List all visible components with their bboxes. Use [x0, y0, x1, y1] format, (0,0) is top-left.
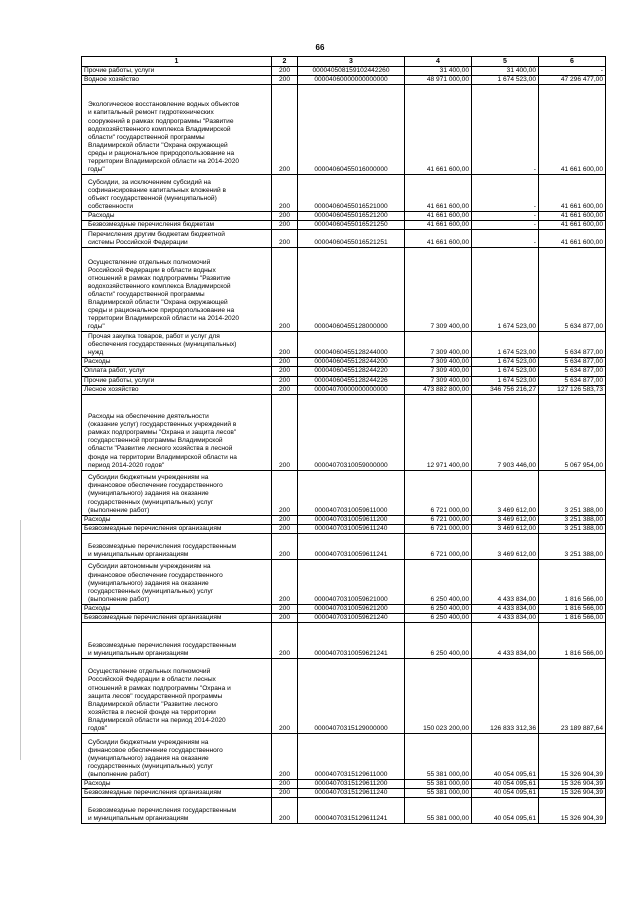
- row-approved-amount: 12 971 400,00: [405, 394, 472, 470]
- row-name: Расходы: [82, 358, 272, 367]
- table-row: [82, 394, 606, 470]
- row-code: 200: [272, 385, 298, 394]
- row-kbk-code: 00004060455128244000: [298, 332, 405, 358]
- table-row: [82, 780, 606, 789]
- row-approved-amount: 41 661 600,00: [405, 212, 472, 221]
- column-header-4: 4: [405, 57, 472, 67]
- row-name: Расходы: [82, 780, 272, 789]
- row-kbk-code: 00004070310059611241: [298, 533, 405, 559]
- row-executed-amount: -: [472, 230, 539, 248]
- table-row: [82, 230, 606, 248]
- row-name: Субсидии бюджетным учреждениям на финансовое обеспечение государственного (муниципального) задания на оказание государственных (муниципальных) услуг (выполнение работ): [82, 470, 272, 515]
- row-approved-amount: 7 309 400,00: [405, 358, 472, 367]
- row-kbk-code: 00004070315129611200: [298, 780, 405, 789]
- row-remaining-amount: 127 126 583,73: [539, 385, 606, 394]
- row-kbk-code: 00004070315129000000: [298, 659, 405, 734]
- row-name: Осуществление отдельных полномочий Российской Федерации в области лесных отношений в рамках подпрограммы "Охрана и защита лесов" государственной программы Владимирской области "Развитие лесного хозяйства в лесной фонде на территории Владимирской области на период 2014-2020 годов": [82, 659, 272, 734]
- table-row: [82, 604, 606, 613]
- row-name: Прочие работы, услуги: [82, 376, 272, 385]
- row-code: 200: [272, 798, 298, 824]
- row-executed-amount: -: [472, 212, 539, 221]
- row-name: Безвозмездные перечисления организациям: [82, 789, 272, 798]
- row-approved-amount: 6 721 000,00: [405, 470, 472, 515]
- row-executed-amount: 1 674 523,00: [472, 358, 539, 367]
- row-remaining-amount: 3 251 388,00: [539, 524, 606, 533]
- row-kbk-code: 00004070315129611000: [298, 734, 405, 780]
- row-name: Лесное хозяйство: [82, 385, 272, 394]
- row-remaining-amount: 41 661 600,00: [539, 221, 606, 230]
- row-kbk-code: 00004060455016521251: [298, 230, 405, 248]
- row-name: Экологическое восстановление водных объектов и капитальный ремонт гидротехнических сооружений в рамках подпрограммы "Развитие водохозяйственного комплекса Владимирской области" государственной программы Владимирской области "Охрана окружающей среды и рациональное природопользование на территории Владимирской области на 2014-2020 годы": [82, 85, 272, 175]
- row-approved-amount: 473 882 800,00: [405, 385, 472, 394]
- row-approved-amount: 55 381 000,00: [405, 789, 472, 798]
- row-approved-amount: 6 250 400,00: [405, 604, 472, 613]
- row-code: 200: [272, 604, 298, 613]
- table-row: [82, 248, 606, 332]
- row-approved-amount: 55 381 000,00: [405, 780, 472, 789]
- row-kbk-code: 000040508159102442260: [298, 67, 405, 76]
- row-approved-amount: 6 721 000,00: [405, 524, 472, 533]
- budget-execution-table: [81, 56, 606, 824]
- row-kbk-code: 00004070310059000000: [298, 394, 405, 470]
- table-row: [82, 385, 606, 394]
- row-kbk-code: 00004070310059611200: [298, 515, 405, 524]
- row-name: Безвозмездные перечисления организациям: [82, 614, 272, 623]
- row-kbk-code: 00004060000000000000: [298, 76, 405, 85]
- table-row: [82, 798, 606, 824]
- row-name: Перечисления другим бюджетам бюджетной системы Российской Федерации: [82, 230, 272, 248]
- row-remaining-amount: 41 661 600,00: [539, 230, 606, 248]
- table-row: [82, 470, 606, 515]
- row-executed-amount: 7 903 446,00: [472, 394, 539, 470]
- row-kbk-code: 00004060455016000000: [298, 85, 405, 175]
- column-header-5: 5: [472, 57, 539, 67]
- row-name: Безвозмездные перечисления бюджетам: [82, 221, 272, 230]
- row-name: Расходы: [82, 515, 272, 524]
- row-executed-amount: 31 400,00: [472, 67, 539, 76]
- row-name: Прочие работы, услуги: [82, 67, 272, 76]
- row-executed-amount: -: [472, 221, 539, 230]
- row-approved-amount: 41 661 600,00: [405, 85, 472, 175]
- row-executed-amount: 1 674 523,00: [472, 332, 539, 358]
- row-code: 200: [272, 332, 298, 358]
- scan-margin-line: [20, 520, 21, 760]
- row-executed-amount: 3 469 612,00: [472, 533, 539, 559]
- row-code: 200: [272, 394, 298, 470]
- row-name: Расходы: [82, 604, 272, 613]
- table-row: [82, 559, 606, 604]
- row-executed-amount: 4 433 834,00: [472, 604, 539, 613]
- row-kbk-code: 00004060455016521000: [298, 175, 405, 212]
- table-row: [82, 367, 606, 376]
- row-code: 200: [272, 221, 298, 230]
- row-name: Субсидии автономным учреждениям на финансовое обеспечение государственного (муниципального) задания на оказание государственных (муниципальных) услуг (выполнение работ): [82, 559, 272, 604]
- row-approved-amount: 7 309 400,00: [405, 376, 472, 385]
- row-kbk-code: 00004060455016521200: [298, 212, 405, 221]
- column-header-3: 3: [298, 57, 405, 67]
- table-row: [82, 175, 606, 212]
- row-approved-amount: 31 400,00: [405, 67, 472, 76]
- row-name: Расходы на обеспечение деятельности (оказание услуг) государственных учреждений в рамках подпрограммы "Охрана и защита лесов" государственной программы Владимирской области "Развитие лесного хозяйства в лесной фонде на территории Владимирской области на период 2014-2020 годов": [82, 394, 272, 470]
- row-remaining-amount: 5 634 877,00: [539, 376, 606, 385]
- row-name: Безвозмездные перечисления государственным и муниципальным организациям: [82, 623, 272, 659]
- row-executed-amount: 1 674 523,00: [472, 367, 539, 376]
- row-remaining-amount: 41 661 600,00: [539, 175, 606, 212]
- column-header-2: 2: [272, 57, 298, 67]
- row-code: 200: [272, 67, 298, 76]
- row-approved-amount: 41 661 600,00: [405, 175, 472, 212]
- column-header-6: 6: [539, 57, 606, 67]
- row-remaining-amount: 41 661 600,00: [539, 212, 606, 221]
- row-approved-amount: 6 250 400,00: [405, 614, 472, 623]
- row-code: 200: [272, 248, 298, 332]
- table-row: [82, 515, 606, 524]
- row-kbk-code: 00004070310059621000: [298, 559, 405, 604]
- table-row: [82, 376, 606, 385]
- table-row: [82, 67, 606, 76]
- table-header-row: [82, 57, 606, 67]
- row-kbk-code: 00004060455128000000: [298, 248, 405, 332]
- row-remaining-amount: 5 634 877,00: [539, 358, 606, 367]
- row-code: 200: [272, 789, 298, 798]
- row-executed-amount: 1 674 523,00: [472, 248, 539, 332]
- row-kbk-code: 00004070315129611241: [298, 798, 405, 824]
- table-row: [82, 623, 606, 659]
- row-remaining-amount: 5 067 954,00: [539, 394, 606, 470]
- row-executed-amount: 3 469 612,00: [472, 524, 539, 533]
- row-executed-amount: 3 469 612,00: [472, 515, 539, 524]
- row-approved-amount: 7 309 400,00: [405, 248, 472, 332]
- row-executed-amount: -: [472, 175, 539, 212]
- row-approved-amount: 41 661 600,00: [405, 230, 472, 248]
- row-kbk-code: 00004060455128244200: [298, 358, 405, 367]
- row-approved-amount: 6 721 000,00: [405, 515, 472, 524]
- table-row: [82, 533, 606, 559]
- row-kbk-code: 00004070315129611240: [298, 789, 405, 798]
- row-code: 200: [272, 470, 298, 515]
- row-executed-amount: 3 469 612,00: [472, 470, 539, 515]
- row-remaining-amount: 5 634 877,00: [539, 332, 606, 358]
- row-name: Безвозмездные перечисления государственным и муниципальным организациям: [82, 533, 272, 559]
- row-code: 200: [272, 376, 298, 385]
- row-remaining-amount: 1 816 566,00: [539, 559, 606, 604]
- row-code: 200: [272, 212, 298, 221]
- table-row: [82, 734, 606, 780]
- row-remaining-amount: 1 816 566,00: [539, 604, 606, 613]
- row-code: 200: [272, 524, 298, 533]
- row-code: 200: [272, 559, 298, 604]
- row-name: Осуществление отдельных полномочий Российской Федерации в области водных отношений в рамках подпрограммы "Развитие водохозяйственного комплекса Владимирской области" государственной программы Владимирской области "Охрана окружающей среды и рациональное природопользование на территории Владимирской области на 2014-2020 годы": [82, 248, 272, 332]
- row-kbk-code: 00004070310059621241: [298, 623, 405, 659]
- row-kbk-code: 00004070000000000000: [298, 385, 405, 394]
- row-executed-amount: 4 433 834,00: [472, 614, 539, 623]
- row-approved-amount: 7 309 400,00: [405, 332, 472, 358]
- row-executed-amount: 40 054 095,61: [472, 780, 539, 789]
- row-approved-amount: 7 309 400,00: [405, 367, 472, 376]
- row-code: 200: [272, 85, 298, 175]
- table-row: [82, 76, 606, 85]
- table-row: [82, 358, 606, 367]
- row-code: 200: [272, 734, 298, 780]
- row-name: Оплата работ, услуг: [82, 367, 272, 376]
- row-executed-amount: 346 756 216,27: [472, 385, 539, 394]
- table-row: [82, 212, 606, 221]
- table-row: [82, 614, 606, 623]
- row-remaining-amount: 15 326 904,39: [539, 734, 606, 780]
- row-code: 200: [272, 358, 298, 367]
- row-approved-amount: 6 250 400,00: [405, 623, 472, 659]
- table-row: [82, 524, 606, 533]
- row-remaining-amount: 3 251 388,00: [539, 515, 606, 524]
- row-kbk-code: 00004070310059611240: [298, 524, 405, 533]
- row-remaining-amount: -: [539, 67, 606, 76]
- row-kbk-code: 00004070310059621200: [298, 604, 405, 613]
- row-code: 200: [272, 367, 298, 376]
- row-code: 200: [272, 659, 298, 734]
- row-name: Безвозмездные перечисления организациям: [82, 524, 272, 533]
- row-executed-amount: 4 433 834,00: [472, 623, 539, 659]
- page-number: 66: [315, 43, 325, 52]
- row-executed-amount: 126 833 312,36: [472, 659, 539, 734]
- row-approved-amount: 150 023 200,00: [405, 659, 472, 734]
- row-name: Безвозмездные перечисления государственным и муниципальным организациям: [82, 798, 272, 824]
- table-body: [82, 67, 606, 824]
- row-remaining-amount: 15 326 904,39: [539, 798, 606, 824]
- row-remaining-amount: 5 634 877,00: [539, 367, 606, 376]
- row-approved-amount: 48 971 000,00: [405, 76, 472, 85]
- row-code: 200: [272, 614, 298, 623]
- row-remaining-amount: 41 661 600,00: [539, 85, 606, 175]
- row-remaining-amount: 23 189 887,64: [539, 659, 606, 734]
- row-remaining-amount: 1 816 566,00: [539, 614, 606, 623]
- row-executed-amount: 1 674 523,00: [472, 376, 539, 385]
- row-code: 200: [272, 780, 298, 789]
- row-executed-amount: 40 054 095,61: [472, 789, 539, 798]
- row-approved-amount: 41 661 600,00: [405, 221, 472, 230]
- row-remaining-amount: 1 816 566,00: [539, 623, 606, 659]
- row-remaining-amount: 3 251 388,00: [539, 470, 606, 515]
- row-remaining-amount: 15 326 904,39: [539, 780, 606, 789]
- table-row: [82, 85, 606, 175]
- row-kbk-code: 00004060455128244226: [298, 376, 405, 385]
- row-code: 200: [272, 623, 298, 659]
- column-header-1: 1: [82, 57, 272, 67]
- table-row: [82, 332, 606, 358]
- row-kbk-code: 00004070310059621240: [298, 614, 405, 623]
- row-kbk-code: 00004060455128244220: [298, 367, 405, 376]
- row-approved-amount: 6 250 400,00: [405, 559, 472, 604]
- row-approved-amount: 6 721 000,00: [405, 533, 472, 559]
- row-code: 200: [272, 76, 298, 85]
- row-code: 200: [272, 533, 298, 559]
- row-name: Субсидии, за исключением субсидий на софинансирование капитальных вложений в объект государственной (муниципальной) собственности: [82, 175, 272, 212]
- row-kbk-code: 00004070310059611000: [298, 470, 405, 515]
- row-name: Прочая закупка товаров, работ и услуг для обеспечения государственных (муниципальных) нужд: [82, 332, 272, 358]
- row-kbk-code: 00004060455016521250: [298, 221, 405, 230]
- row-approved-amount: 55 381 000,00: [405, 798, 472, 824]
- row-code: 200: [272, 230, 298, 248]
- row-name: Расходы: [82, 212, 272, 221]
- row-executed-amount: 40 054 095,61: [472, 734, 539, 780]
- row-name: Субсидии бюджетным учреждениям на финансовое обеспечение государственного (муниципального) задания на оказание государственных (муниципальных) услуг (выполнение работ): [82, 734, 272, 780]
- row-code: 200: [272, 175, 298, 212]
- row-executed-amount: 1 674 523,00: [472, 76, 539, 85]
- row-name: Водное хозяйство: [82, 76, 272, 85]
- row-remaining-amount: 3 251 388,00: [539, 533, 606, 559]
- row-code: 200: [272, 515, 298, 524]
- row-executed-amount: -: [472, 85, 539, 175]
- row-executed-amount: 4 433 834,00: [472, 559, 539, 604]
- row-remaining-amount: 47 296 477,00: [539, 76, 606, 85]
- row-approved-amount: 55 381 000,00: [405, 734, 472, 780]
- row-remaining-amount: 15 326 904,39: [539, 789, 606, 798]
- table-row: [82, 789, 606, 798]
- table-row: [82, 221, 606, 230]
- row-remaining-amount: 5 634 877,00: [539, 248, 606, 332]
- table-row: [82, 659, 606, 734]
- row-executed-amount: 40 054 095,61: [472, 798, 539, 824]
